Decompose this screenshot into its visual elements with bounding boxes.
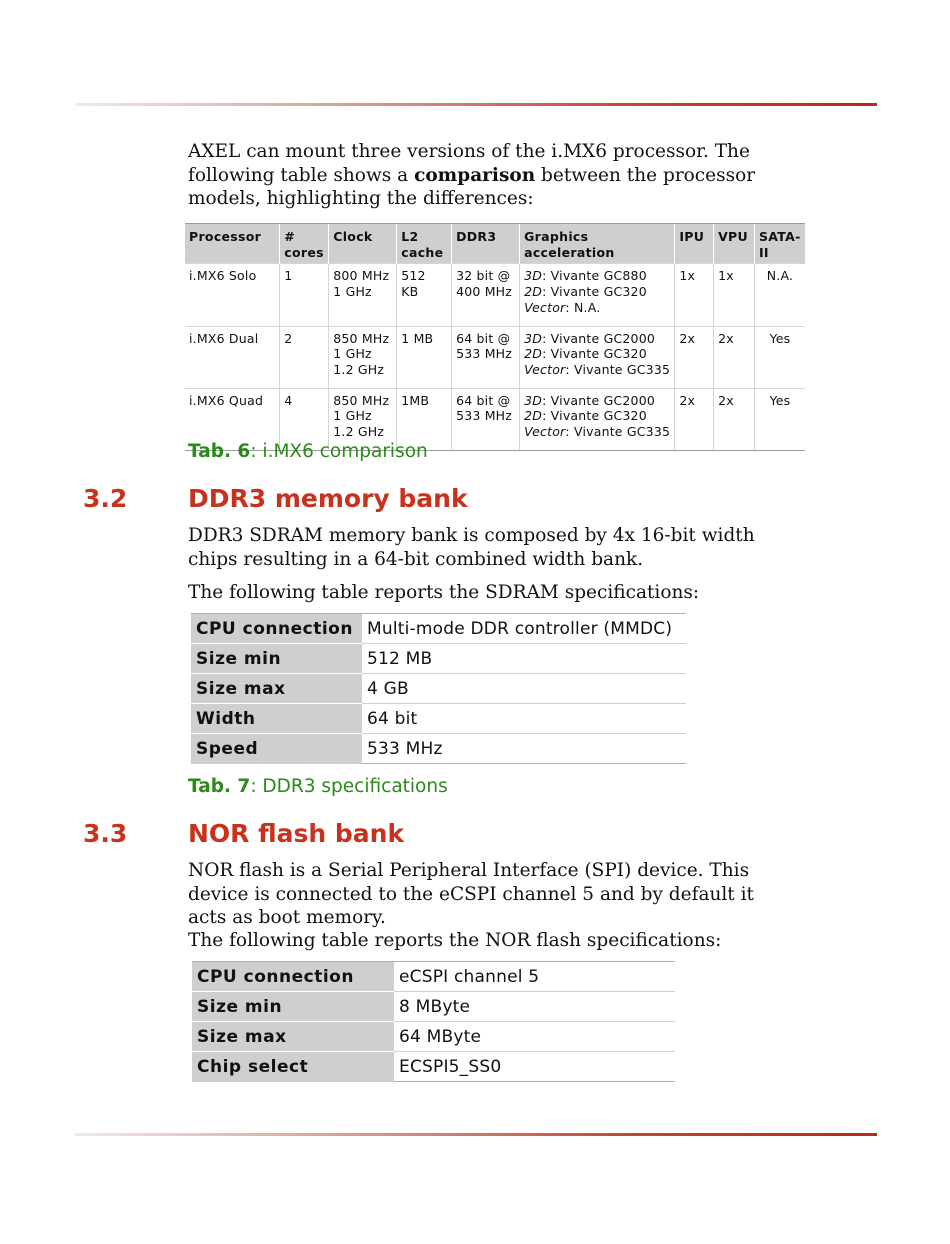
- cell-graphics: 3D: Vivante GC880 2D: Vivante GC320 Vector: N.A.: [520, 264, 675, 326]
- spec-key: Speed: [191, 734, 362, 764]
- cell-cores: 4: [280, 388, 329, 450]
- section-title: DDR3 memory bank: [188, 484, 468, 513]
- table-row: [185, 326, 805, 388]
- intro-bold: comparison: [414, 164, 536, 186]
- cell-processor: i.MX6 Dual: [185, 326, 280, 388]
- cell-vpu: 2x: [714, 388, 755, 450]
- spec-key: Width: [191, 704, 362, 734]
- spec-key: Size min: [191, 644, 362, 674]
- cell-vpu: 1x: [714, 264, 755, 326]
- intro-text-2: between the processor models, highlighting the differences:: [188, 164, 756, 209]
- section-number: 3.2: [83, 484, 128, 513]
- cell-ddr3: 32 bit @ 400 MHz: [452, 264, 520, 326]
- spec-key: Size min: [192, 992, 394, 1022]
- ddr3-table-intro: The following table reports the SDRAM specifications:: [188, 582, 700, 603]
- header-graphics: Graphics acceleration: [520, 224, 675, 264]
- header-l2-cache: L2 cache: [397, 224, 452, 264]
- cell-processor: i.MX6 Quad: [185, 388, 280, 450]
- cell-graphics: 3D: Vivante GC2000 2D: Vivante GC320 Vector: Vivante GC335: [520, 326, 675, 388]
- header-ipu: IPU: [675, 224, 714, 264]
- ddr3-description: DDR3 SDRAM memory bank is composed by 4x 16-bit width chips resulting in a 64-bit combined width bank.: [188, 525, 755, 570]
- header-ddr3: DDR3: [452, 224, 520, 264]
- header-processor: Processor: [185, 224, 280, 264]
- intro-paragraph: [188, 140, 828, 211]
- cell-graphics: 3D: Vivante GC2000 2D: Vivante GC320 Vector: Vivante GC335: [520, 388, 675, 450]
- cell-l2-cache: 512 KB: [397, 264, 452, 326]
- footer-rule: [75, 1133, 877, 1136]
- cell-l2-cache: 1 MB: [397, 326, 452, 388]
- intro-text-1: AXEL can mount three versions of the i.MX6 processor. The following table shows a: [188, 141, 750, 186]
- cell-ipu: 1x: [675, 264, 714, 326]
- spec-value: 512 MB: [362, 644, 686, 674]
- table-row: [185, 264, 805, 326]
- cell-cores: 1: [280, 264, 329, 326]
- table-row: [191, 734, 686, 764]
- table-row: [192, 1022, 675, 1052]
- header-vpu: VPU: [714, 224, 755, 264]
- cell-sata: Yes: [754, 388, 805, 450]
- spec-value: 64 MByte: [394, 1022, 675, 1052]
- nor-table-intro: The following table reports the NOR flash specifications:: [188, 930, 722, 951]
- table-row: [191, 644, 686, 674]
- ddr3-spec-table: [191, 613, 686, 764]
- spec-value: ECSPI5_SS0: [394, 1052, 675, 1082]
- cell-sata: N.A.: [754, 264, 805, 326]
- table-header-row: [185, 224, 805, 264]
- header-rule: [75, 103, 877, 106]
- section-number: 3.3: [83, 819, 128, 848]
- spec-key: CPU connection: [191, 614, 362, 644]
- cell-sata: Yes: [754, 326, 805, 388]
- spec-value: 4 GB: [362, 674, 686, 704]
- section-title: NOR flash bank: [188, 819, 405, 848]
- cell-processor: i.MX6 Solo: [185, 264, 280, 326]
- spec-value: 8 MByte: [394, 992, 675, 1022]
- table-row: [192, 962, 675, 992]
- cell-ipu: 2x: [675, 326, 714, 388]
- spec-value: Multi-mode DDR controller (MMDC): [362, 614, 686, 644]
- cell-clock: 850 MHz 1 GHz 1.2 GHz: [329, 388, 397, 450]
- spec-value: 64 bit: [362, 704, 686, 734]
- cell-ddr3: 64 bit @ 533 MHz: [452, 388, 520, 450]
- table-caption: Tab. 6: i.MX6 comparison: [188, 441, 428, 462]
- cell-clock: 850 MHz 1 GHz 1.2 GHz: [329, 326, 397, 388]
- cell-ddr3: 64 bit @ 533 MHz: [452, 326, 520, 388]
- spec-key: Chip select: [192, 1052, 394, 1082]
- table-row: [192, 992, 675, 1022]
- nor-spec-table: [192, 961, 675, 1082]
- table-row: [191, 614, 686, 644]
- processor-comparison-table: [185, 223, 805, 451]
- spec-key: Size max: [191, 674, 362, 704]
- table-row: [191, 674, 686, 704]
- cell-cores: 2: [280, 326, 329, 388]
- cell-vpu: 2x: [714, 326, 755, 388]
- table-row: [191, 704, 686, 734]
- cell-ipu: 2x: [675, 388, 714, 450]
- table-caption: Tab. 7: DDR3 specifications: [188, 776, 448, 797]
- spec-key: CPU connection: [192, 962, 394, 992]
- spec-value: eCSPI channel 5: [394, 962, 675, 992]
- cell-clock: 800 MHz 1 GHz: [329, 264, 397, 326]
- spec-key: Size max: [192, 1022, 394, 1052]
- cell-l2-cache: 1MB: [397, 388, 452, 450]
- header-sata: SATA-II: [754, 224, 805, 264]
- table-row: [192, 1052, 675, 1082]
- header-cores: # cores: [280, 224, 329, 264]
- spec-value: 533 MHz: [362, 734, 686, 764]
- nor-description: NOR flash is a Serial Peripheral Interface (SPI) device. This device is connected to the eCSPI channel 5 and by default it acts as boot memory.: [188, 860, 754, 928]
- header-clock: Clock: [329, 224, 397, 264]
